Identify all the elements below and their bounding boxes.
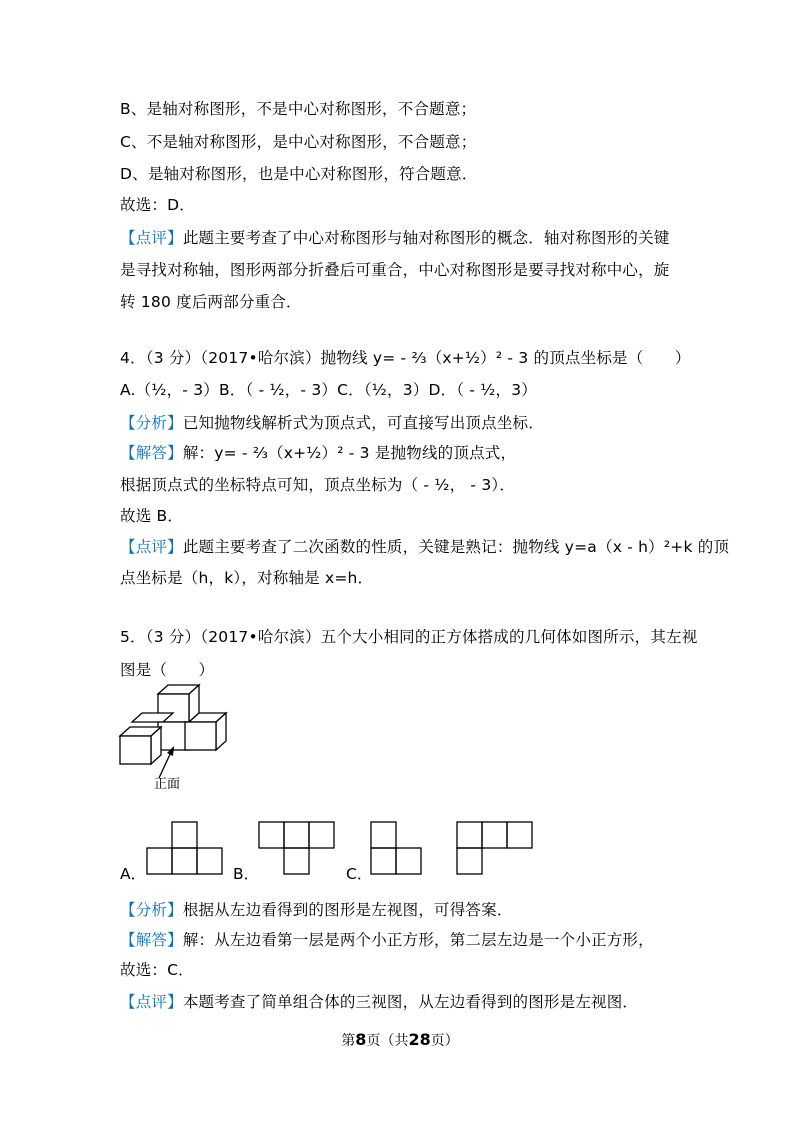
analysis-tag: 【分析】 <box>120 901 183 919</box>
q4-solution-line-1: 【解答】解：y= - ⅔（x+½）² - 3 是抛物线的顶点式， <box>120 444 517 462</box>
page-number: 8 <box>355 1030 367 1049</box>
q5-stem-line-2: 图是（ ） <box>120 661 215 679</box>
front-face-label: 正面 <box>154 777 181 792</box>
q4-options: A.（½，- 3）B．（ - ½，- 3）C．（½，3）D．（ - ½，3） <box>120 381 537 399</box>
q3-review-line-1: 【点评】此题主要考查了中心对称图形与轴对称图形的概念．轴对称图形的关键 <box>120 229 670 247</box>
q3-review-line-3: 转 180 度后两部分重合． <box>120 293 302 311</box>
q4-stem: 4．（3 分）（2017•哈尔滨）抛物线 y= - ⅔（x+½）² - 3 的顶点坐标是（ ） <box>120 349 691 367</box>
analysis-tag: 【分析】 <box>120 414 183 432</box>
q4-review-line-2: 点坐标是（h，k），对称轴是 x=h． <box>120 569 374 587</box>
q5-option-c-figure <box>370 821 424 877</box>
solution-tag: 【解答】 <box>120 444 183 462</box>
q5-option-c-label: C． <box>346 865 373 883</box>
page-total: 28 <box>408 1030 431 1049</box>
review-tag: 【点评】 <box>120 993 183 1011</box>
review-tag: 【点评】 <box>120 229 183 247</box>
q3-answer: 故选：D． <box>120 196 195 214</box>
q5-option-d-figure <box>456 821 534 877</box>
q5-review: 【点评】本题考查了简单组合体的三视图，从左边看得到的图形是左视图． <box>120 993 639 1011</box>
q3-option-b-explanation: B、是轴对称图形，不是中心对称图形，不合题意； <box>120 100 477 118</box>
q3-option-c-explanation: C、不是轴对称图形，是中心对称图形，不合题意； <box>120 133 477 151</box>
q4-solution-line-2: 根据顶点式的坐标特点可知，顶点坐标为（ - ½， - 3）． <box>120 476 516 494</box>
q4-analysis: 【分析】已知抛物线解析式为顶点式，可直接写出顶点坐标． <box>120 414 544 432</box>
q4-review-line-1: 【点评】此题主要考查了二次函数的性质，关键是熟记：抛物线 y=a（x - h）²+k 的顶 <box>120 538 730 556</box>
page-footer: 第8页（共28页） <box>341 1030 459 1049</box>
q3-option-d-explanation: D、是轴对称图形，也是中心对称图形，符合题意． <box>120 165 478 183</box>
q5-option-a-figure <box>146 821 224 877</box>
q5-stem-line-1: 5．（3 分）（2017•哈尔滨）五个大小相同的正方体搭成的几何体如图所示，其左视 <box>120 628 698 646</box>
review-tag: 【点评】 <box>120 538 183 556</box>
q5-answer: 故选：C． <box>120 961 194 979</box>
q5-option-b-figure <box>258 821 336 877</box>
q5-option-b-label: B． <box>233 865 260 883</box>
solution-tag: 【解答】 <box>120 931 183 949</box>
q5-solution: 【解答】解：从左边看第一层是两个小正方形，第二层左边是一个小正方形， <box>120 931 654 949</box>
q5-analysis: 【分析】根据从左边看得到的图形是左视图，可得答案． <box>120 901 513 919</box>
q3-review-line-2: 是寻找对称轴，图形两部分折叠后可重合，中心对称图形是要寻找对称中心，旋 <box>120 261 670 279</box>
q5-option-a-label: A． <box>120 865 147 883</box>
q4-answer: 故选 B． <box>120 507 184 525</box>
